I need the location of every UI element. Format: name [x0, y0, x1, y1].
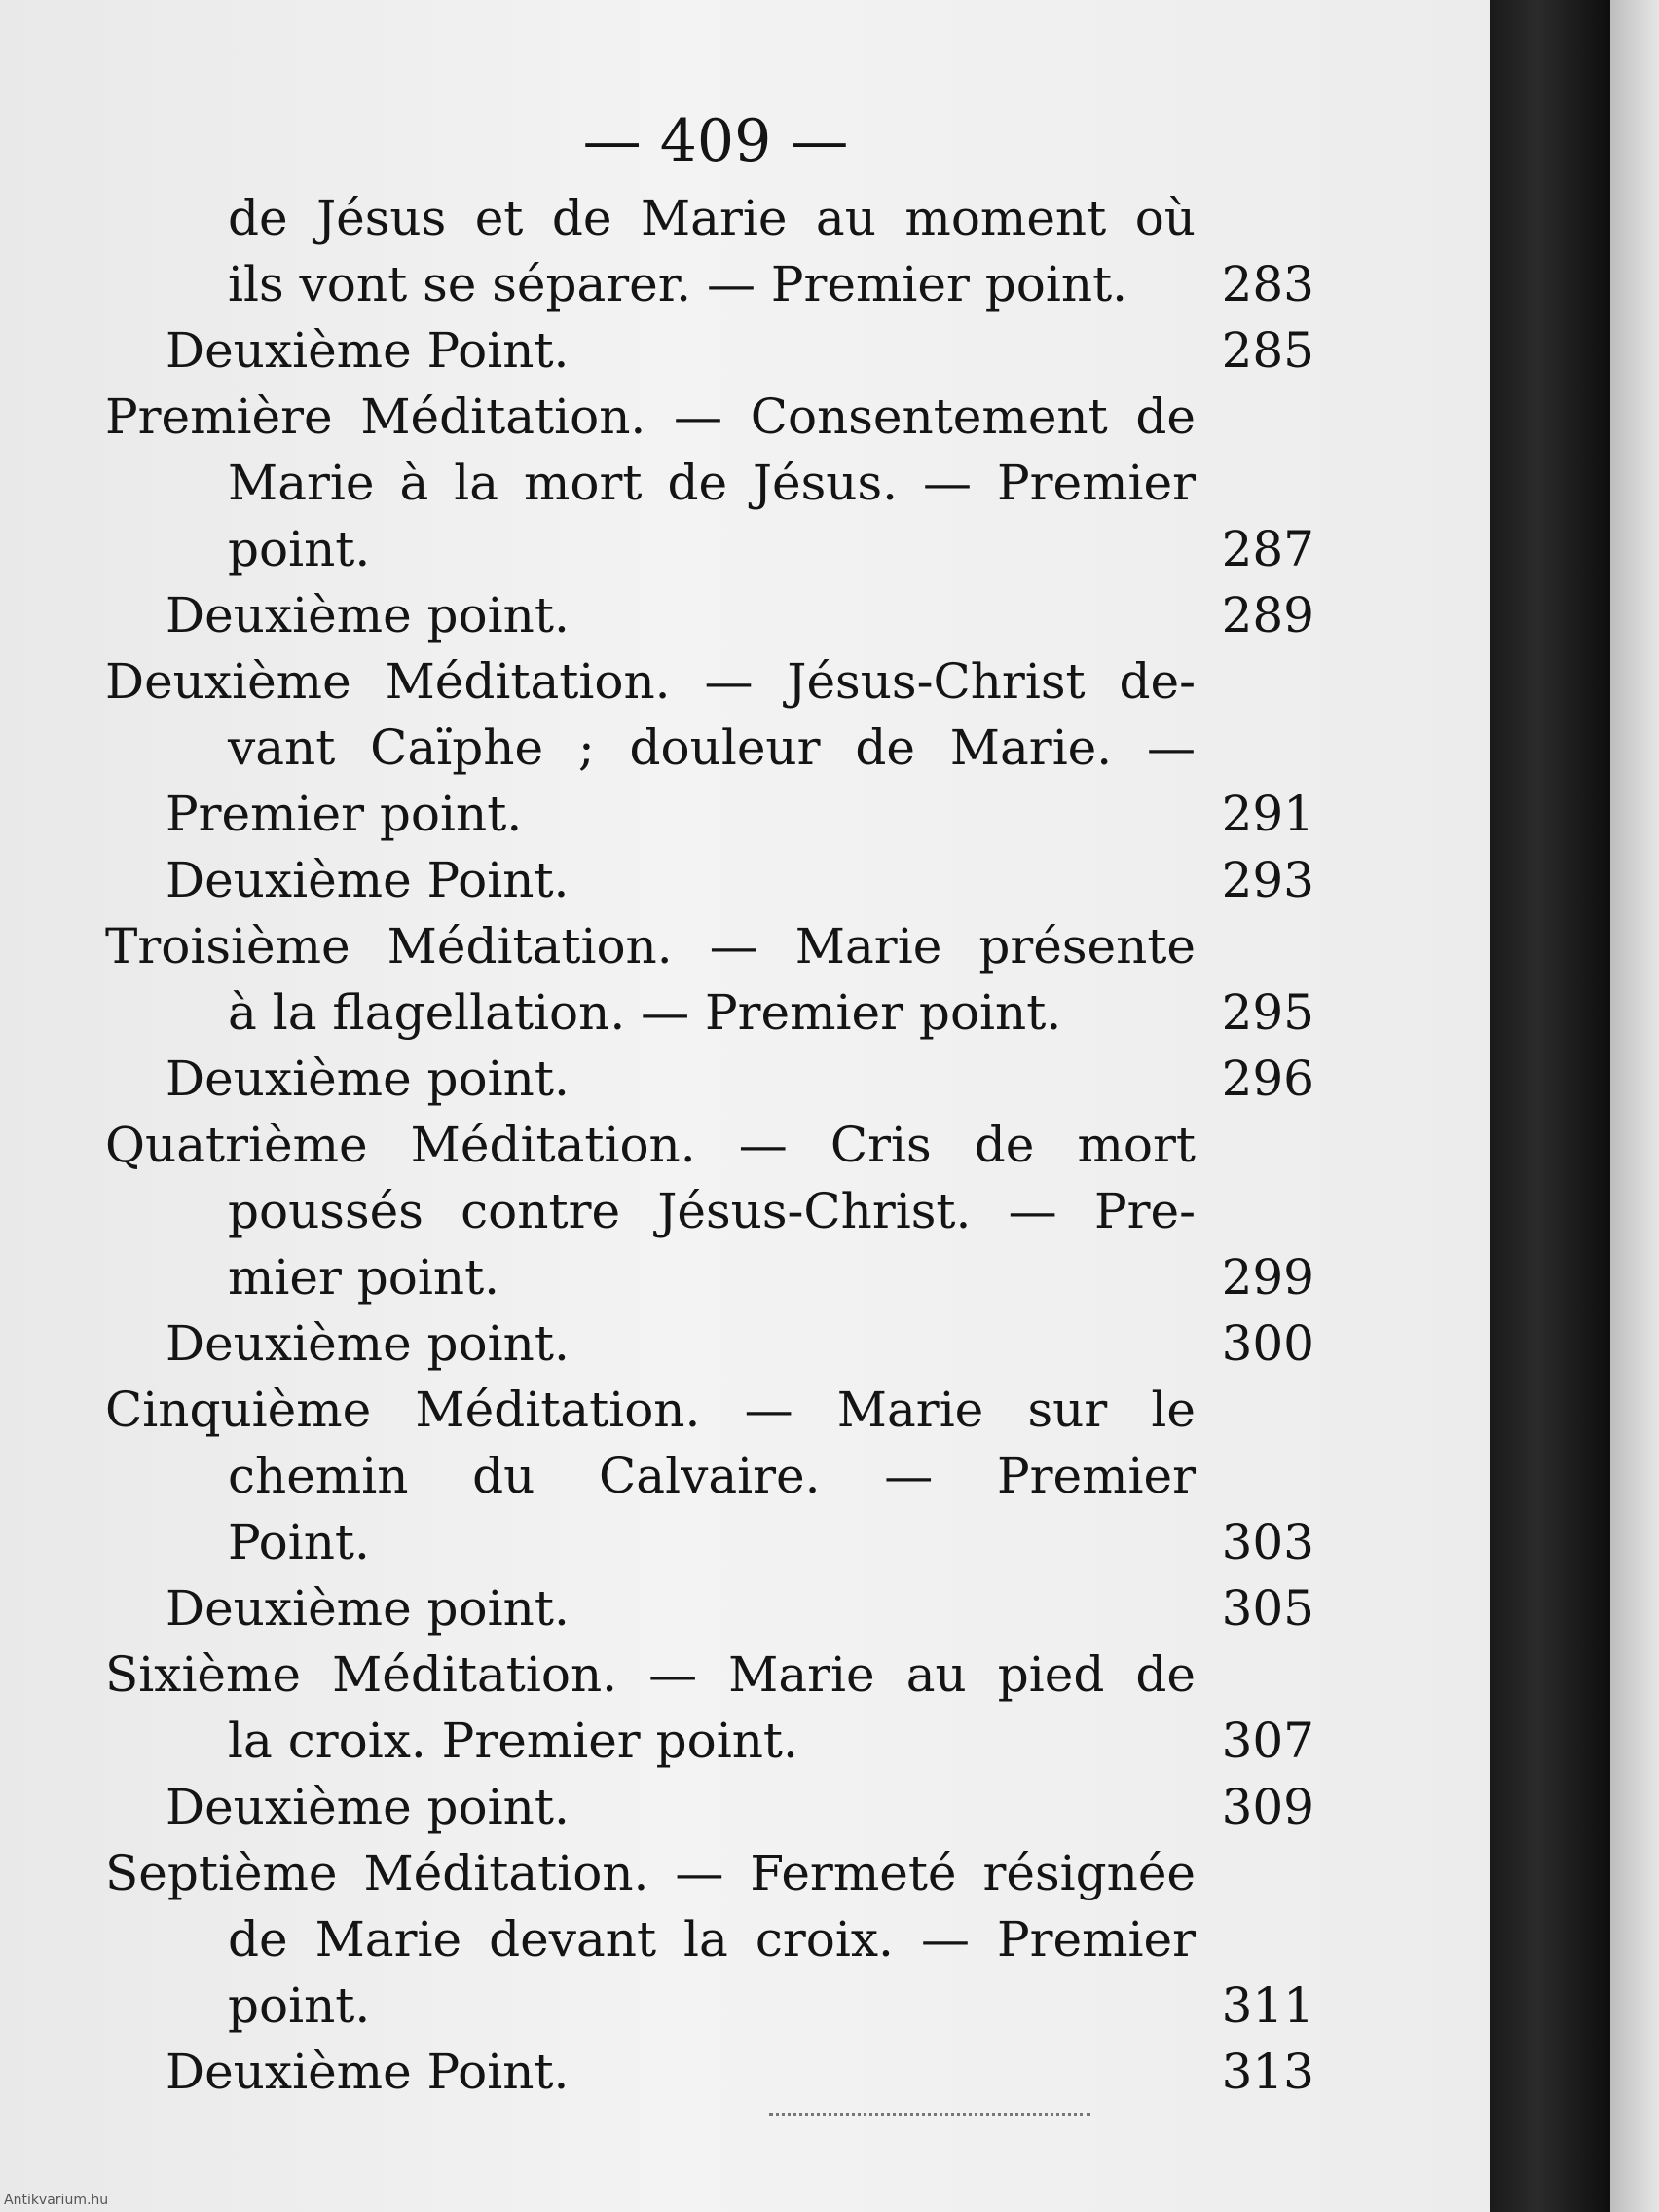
- toc-page-number: 309: [1221, 1779, 1314, 1835]
- toc-entry-text: Deuxième Point.: [166, 2044, 570, 2100]
- toc-entry-text: Troisième Méditation. — Marie présente: [105, 918, 1196, 975]
- toc-entry-text: ils vont se séparer. — Premier point.: [228, 256, 1128, 313]
- toc-entry-text: la croix. Premier point.: [228, 1713, 798, 1769]
- toc-line: [0, 1046, 1490, 1112]
- toc-line: [0, 1377, 1490, 1443]
- toc-entry-text: Deuxième point.: [166, 1315, 570, 1372]
- toc-entry-text: Marie à la mort de Jésus. — Premier: [228, 455, 1196, 511]
- toc-entry-text: Deuxième point.: [166, 587, 570, 644]
- toc-entry-text: de Jésus et de Marie au moment où: [228, 190, 1196, 246]
- toc-page-number: 283: [1221, 256, 1314, 313]
- toc-page-number: 285: [1221, 322, 1314, 379]
- toc-entry-text: point.: [228, 521, 371, 577]
- toc-line: [0, 648, 1490, 715]
- toc-line: [0, 1906, 1490, 1972]
- toc-line: [0, 715, 1490, 781]
- toc-line: [0, 2039, 1490, 2105]
- toc-entry-text: Deuxième point.: [166, 1051, 570, 1107]
- toc-page-number: 289: [1221, 587, 1314, 644]
- toc-entry-text: poussés contre Jésus-Christ. — Pre-: [228, 1183, 1196, 1239]
- toc-page-number: 307: [1221, 1713, 1314, 1769]
- toc-entry-text: Point.: [228, 1514, 370, 1570]
- toc-page-number: 305: [1221, 1580, 1314, 1637]
- toc-entry-text: point.: [228, 1977, 371, 2034]
- toc-line: [0, 1641, 1490, 1708]
- toc-line: [0, 317, 1490, 384]
- toc-page-number: 303: [1221, 1514, 1314, 1570]
- table-of-contents: [0, 185, 1490, 2105]
- toc-entry-text: chemin du Calvaire. — Premier: [228, 1448, 1196, 1504]
- toc-entry-text: Sixième Méditation. — Marie au pied de: [105, 1646, 1196, 1703]
- toc-line: [0, 1509, 1490, 1575]
- toc-line: [0, 251, 1490, 317]
- bottom-dotted-rule: [769, 2113, 1090, 2116]
- toc-line: [0, 1575, 1490, 1641]
- toc-page-number: 311: [1221, 1977, 1314, 2034]
- toc-line: [0, 1774, 1490, 1840]
- background-edge: [1610, 0, 1659, 2212]
- toc-entry-text: vant Caïphe ; douleur de Marie. —: [228, 719, 1196, 776]
- toc-line: [0, 185, 1490, 251]
- toc-page-number: 295: [1221, 984, 1314, 1041]
- toc-entry-text: Deuxième Point.: [166, 322, 570, 379]
- toc-line: [0, 582, 1490, 648]
- toc-page-number: 299: [1221, 1249, 1314, 1306]
- toc-entry-text: Quatrième Méditation. — Cris de mort: [105, 1117, 1196, 1173]
- toc-entry-text: Septième Méditation. — Fermeté résignée: [105, 1845, 1196, 1901]
- toc-entry-text: Deuxième Point.: [166, 852, 570, 908]
- toc-line: [0, 913, 1490, 979]
- toc-entry-text: mier point.: [228, 1249, 500, 1306]
- toc-entry-text: Cinquième Méditation. — Marie sur le: [105, 1382, 1196, 1438]
- toc-page-number: 313: [1221, 2044, 1314, 2100]
- toc-line: [0, 1972, 1490, 2039]
- toc-line: [0, 847, 1490, 913]
- page-number-header: — 409 —: [582, 107, 849, 175]
- toc-entry-text: Premier point.: [166, 786, 523, 842]
- toc-line: [0, 1310, 1490, 1377]
- toc-entry-text: Deuxième Méditation. — Jésus-Christ de-: [105, 653, 1196, 710]
- toc-line: [0, 979, 1490, 1046]
- toc-line: [0, 1244, 1490, 1310]
- toc-line: [0, 450, 1490, 516]
- toc-entry-text: Deuxième point.: [166, 1779, 570, 1835]
- toc-page-number: 296: [1221, 1051, 1314, 1107]
- toc-line: [0, 1708, 1490, 1774]
- toc-entry-text: de Marie devant la croix. — Premier: [228, 1911, 1196, 1968]
- toc-line: [0, 1443, 1490, 1509]
- toc-line: [0, 1840, 1490, 1906]
- watermark-text: Antikvarium.hu: [4, 2193, 109, 2208]
- toc-page-number: 291: [1221, 786, 1314, 842]
- toc-page-number: 300: [1221, 1315, 1314, 1372]
- toc-entry-text: Deuxième point.: [166, 1580, 570, 1637]
- book-spine: [1490, 0, 1610, 2212]
- toc-line: [0, 1178, 1490, 1244]
- toc-page-number: 293: [1221, 852, 1314, 908]
- toc-line: [0, 384, 1490, 450]
- toc-line: [0, 1112, 1490, 1178]
- toc-line: [0, 516, 1490, 582]
- toc-page-number: 287: [1221, 521, 1314, 577]
- toc-line: [0, 781, 1490, 847]
- toc-entry-text: à la flagellation. — Premier point.: [228, 984, 1062, 1041]
- toc-entry-text: Première Méditation. — Consentement de: [105, 388, 1196, 445]
